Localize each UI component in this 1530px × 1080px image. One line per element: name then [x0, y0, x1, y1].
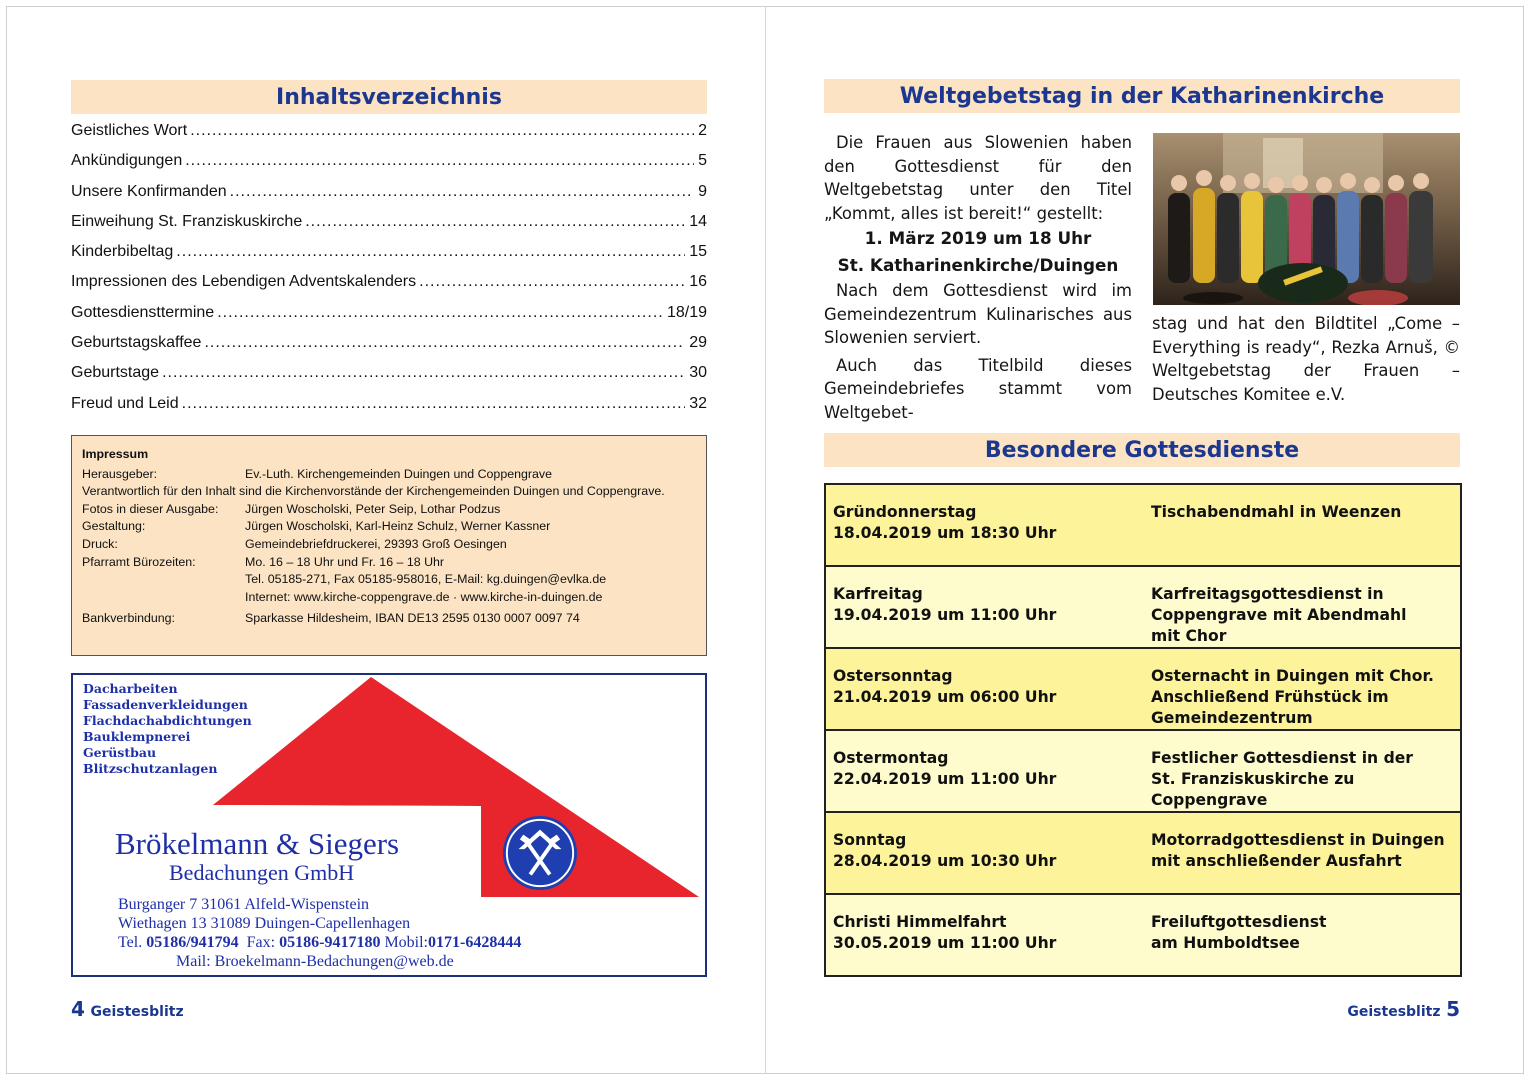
toc-row[interactable]: Geistliches Wort ..... 2 — [71, 122, 707, 152]
service-description: Osternacht in Duingen mit Chor. Anschließend Frühstück im Gemeindezentrum — [1151, 667, 1434, 727]
service-day: Christi Himmelfahrt — [833, 913, 1007, 931]
service-row[interactable] — [826, 813, 1460, 895]
article-title: Weltgebetstag in der Katharinenkirche — [824, 79, 1460, 113]
footer-left — [71, 997, 184, 1021]
mobile-number[interactable]: 0171-6428444 — [428, 934, 522, 951]
service-row[interactable] — [826, 649, 1460, 731]
toc-row[interactable]: Geburtstage ..... 30 — [71, 364, 707, 394]
website-link[interactable]: Internet: www.kirche-coppengrave.de · www.kirche-in-duingen.de — [245, 589, 603, 604]
company-contact: Burganger 7 31061 Alfeld-Wispenstein Wiethagen 13 31089 Duingen-Capellenhagen Tel. 05186/941794 Fax: 05186-9417180 Mobil:0171-6428444 Mail: Broekelmann-Bedachungen@web.de — [118, 896, 522, 970]
impressum-row: Fotos in dieser Ausgabe: Jürgen Woscholski, Peter Seip, Lothar Podzus — [82, 501, 501, 516]
service-date: 28.04.2019 um 10:30 Uhr — [833, 852, 1057, 870]
roofing-advertisement — [71, 673, 707, 977]
toc-row[interactable]: Freud und Leid ..... 32 — [71, 395, 707, 425]
event-place: St. Katharinenkirche/Duingen — [837, 255, 1119, 275]
service-row[interactable] — [826, 485, 1460, 567]
page-number: 5 — [1446, 997, 1460, 1021]
service-description: Festlicher Gottesdienst in der St. Franziskuskirche zu Coppengrave — [1151, 749, 1413, 809]
company-name: Brökelmann & Siegers — [115, 826, 400, 861]
service-date: 18.04.2019 um 18:30 Uhr — [833, 524, 1057, 542]
service-description: Tischabendmahl in Weenzen — [1151, 503, 1402, 521]
service-day: Ostersonntag — [833, 667, 953, 685]
service-day: Ostermontag — [833, 749, 949, 767]
service-day: Sonntag — [833, 831, 907, 849]
event-date: 1. März 2019 um 18 Uhr — [864, 228, 1092, 248]
article-body — [824, 131, 1132, 424]
phone-number[interactable]: 05186/941794 — [146, 934, 239, 951]
service-day: Karfreitag — [833, 585, 923, 603]
toc-row[interactable]: Unsere Konfirmanden ..... 9 — [71, 183, 707, 213]
company-email[interactable]: Mail: Broekelmann-Bedachungen@web.de — [176, 953, 454, 970]
impressum-responsible: Verantwortlich für den Inhalt sind die Kirchenvorstände der Kirchengemeinden Duingen und Coppengrave. — [82, 484, 665, 499]
services-title: Besondere Gottesdienste — [824, 433, 1460, 467]
services-table — [824, 483, 1462, 977]
impressum-title: Impressum — [82, 447, 149, 461]
service-row[interactable] — [826, 567, 1460, 649]
article-paragraph: Die Frauen aus Slowenien haben den Gottesdienst für den Weltgebetstag unter den Titel „Kommt, alles ist bereit!“ gestellt: — [824, 133, 1132, 223]
toc-row[interactable]: Impressionen des Lebendigen Adventskalenders ..... 16 — [71, 273, 707, 303]
service-date: 19.04.2019 um 11:00 Uhr — [833, 606, 1057, 624]
page-fold — [765, 6, 766, 1074]
impressum-row: Gestaltung: Jürgen Woscholski, Karl-Heinz Schulz, Werner Kassner — [82, 519, 551, 534]
impressum-row: Herausgeber: Ev.-Luth. Kirchengemeinden Duingen und Coppengrave — [82, 466, 552, 481]
service-list: Dacharbeiten Fassadenverkleidungen Flachdachabdichtungen Bauklempnerei Gerüstbau Blitzschutzanlagen — [83, 681, 252, 776]
impressum-row: Pfarramt Bürozeiten: Mo. 16 – 18 Uhr und Fr. 16 – 18 Uhr Tel. 05185-271, Fax 05185-958016, E-Mail: kg.duingen@evlka.de Internet: www.kirche-coppengrave.de · www.kirche-in-duingen.de — [82, 554, 696, 607]
toc-row[interactable]: Einweihung St. Franziskuskirche ..... 14 — [71, 213, 707, 243]
publication-name: Geistesblitz — [90, 1004, 184, 1020]
group-photo — [1153, 133, 1460, 305]
service-row[interactable] — [826, 895, 1460, 975]
service-date: 22.04.2019 um 11:00 Uhr — [833, 770, 1057, 788]
toc-title: Inhaltsverzeichnis — [71, 80, 707, 114]
toc-row[interactable]: Ankündigungen ..... 5 — [71, 152, 707, 182]
service-description: Karfreitagsgottesdienst in Coppengrave mit Abendmahl mit Chor — [1151, 585, 1407, 645]
service-date: 21.04.2019 um 06:00 Uhr — [833, 688, 1057, 706]
impressum-row: Druck: Gemeindebriefdruckerei, 29393 Groß Oesingen — [82, 536, 507, 551]
email-link[interactable]: Tel. 05185-271, Fax 05185-958016, E-Mail: kg.duingen@evlka.de — [245, 572, 607, 587]
table-of-contents — [71, 122, 707, 425]
impressum-box — [71, 435, 707, 656]
toc-row[interactable]: Geburtstagskaffee ..... 29 — [71, 334, 707, 364]
service-day: Gründonnerstag — [833, 503, 977, 521]
fax-number: 05186-9417180 — [279, 934, 381, 951]
publication-name: Geistesblitz — [1347, 1004, 1441, 1020]
article-body-continued: stag und hat den Bildtitel „Come – Everything is ready“, Rezka Arnuš, © Weltgebetstag der Frauen – Deutsches Komitee e.V. — [1152, 314, 1460, 404]
service-description: Motorradgottesdienst in Duingen mit anschließender Ausfahrt — [1151, 831, 1445, 870]
service-row[interactable] — [826, 731, 1460, 813]
toc-row[interactable]: Kinderbibeltag ..... 15 — [71, 243, 707, 273]
article-paragraph: Auch das Titelbild dieses Gemeindebriefes stammt vom Weltgebet- — [824, 355, 1132, 422]
company-subtitle: Bedachungen GmbH — [169, 860, 355, 885]
page-number: 4 — [71, 997, 85, 1021]
article-paragraph: Nach dem Gottesdienst wird im Gemeindezentrum Kulinarisches aus Slowenien serviert. — [824, 281, 1132, 347]
impressum-row: Bankverbindung: Sparkasse Hildesheim, IBAN DE13 2595 0130 0007 0097 74 — [82, 611, 580, 626]
toc-row[interactable]: Gottesdiensttermine ..... 18/19 — [71, 304, 707, 334]
service-description: Freiluftgottesdienst am Humboldtsee — [1151, 913, 1327, 952]
footer-right — [1347, 997, 1460, 1021]
service-date: 30.05.2019 um 11:00 Uhr — [833, 934, 1057, 952]
roofer-guild-logo-icon — [501, 814, 579, 892]
